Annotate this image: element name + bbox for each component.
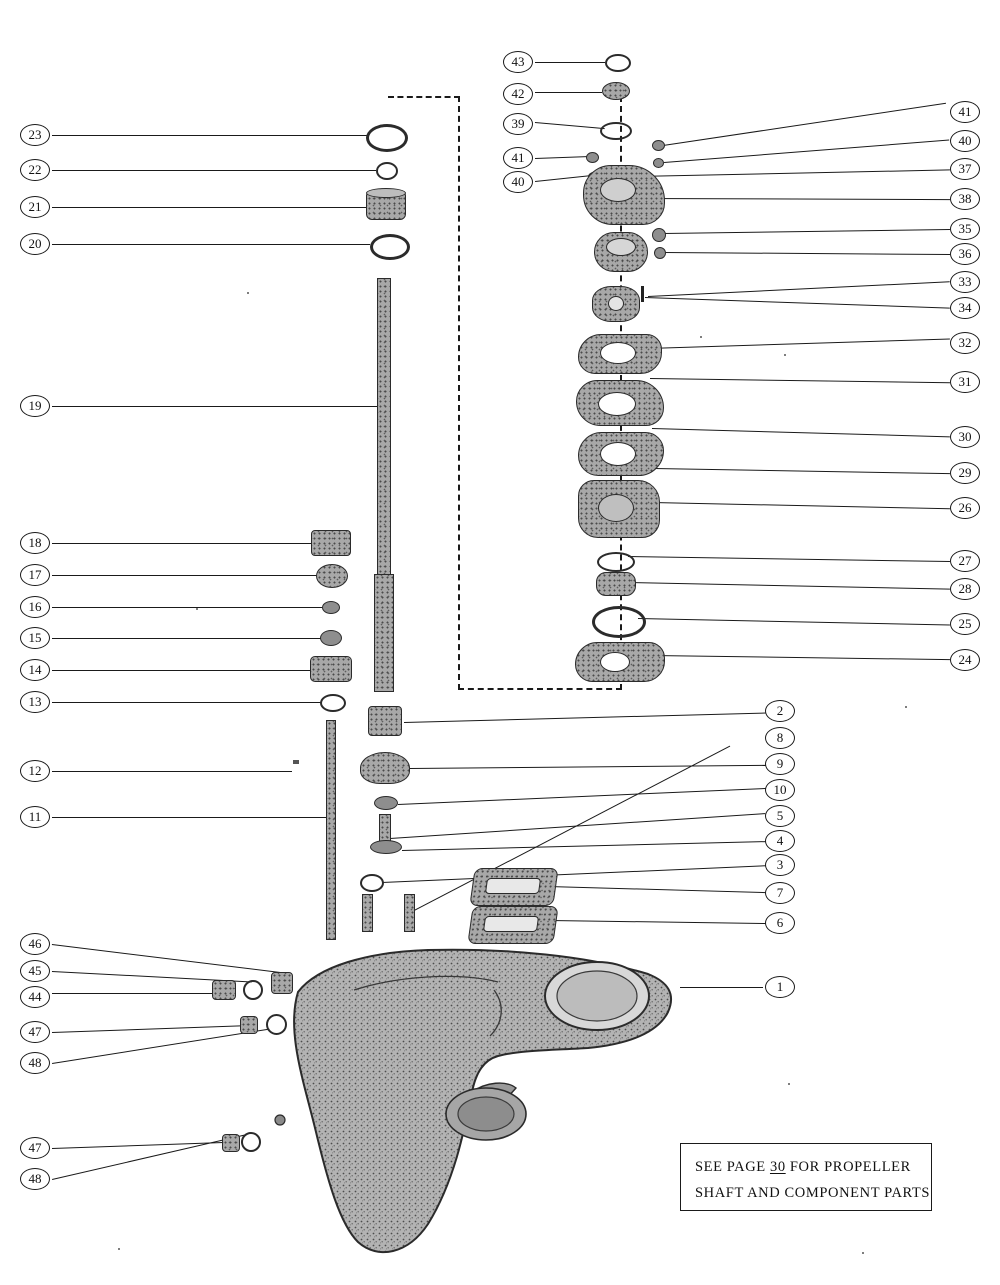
leader-34 [645,297,950,309]
callout-6[interactable]: 6 [765,912,795,934]
leader-3 [382,865,766,883]
callout-15[interactable]: 15 [20,627,50,649]
leader-35 [664,229,950,234]
leader-7 [548,886,766,893]
callout-10[interactable]: 10 [765,779,795,801]
leader-1 [680,987,763,988]
callout-24[interactable]: 24 [950,649,980,671]
callout-32[interactable]: 32 [950,332,980,354]
part-26-carrier-bore [598,494,634,522]
callout-19[interactable]: 19 [20,395,50,417]
part-25-o-ring [592,606,646,638]
callout-26[interactable]: 26 [950,497,980,519]
part-13-ring [320,694,346,712]
part-9-pinion-gear [360,752,410,784]
callout-44[interactable]: 44 [20,986,50,1008]
leader-12 [52,771,292,772]
callout-13[interactable]: 13 [20,691,50,713]
part-24-cover-bore [600,652,630,672]
part-41-screw-left [586,152,599,163]
part-3-ring [360,874,384,892]
part-8-pin [362,894,373,932]
part-36-insert-bore [606,238,636,256]
part-27-ring [597,552,635,572]
callout-45[interactable]: 45 [20,960,50,982]
callout-14[interactable]: 14 [20,659,50,681]
part-39-seal [600,122,632,140]
callout-18[interactable]: 18 [20,532,50,554]
callout-48-lower[interactable]: 48 [20,1168,50,1190]
leader-42 [535,92,602,93]
part-32-impeller-hub [608,296,624,311]
callout-41-left[interactable]: 41 [503,147,533,169]
part-20-o-ring [370,234,410,260]
callout-47-upper[interactable]: 47 [20,1021,50,1043]
leader-27 [628,556,950,562]
leader-28 [632,582,950,590]
part-34-key [641,286,644,302]
leader-30 [652,428,950,437]
leader-9 [410,765,768,769]
part-30-gasket-bore [598,392,636,416]
leader-48b [52,1134,247,1180]
part-10-washer [374,796,398,810]
part-16-washer [322,601,340,614]
callout-9[interactable]: 9 [765,753,795,775]
callout-4[interactable]: 4 [765,830,795,852]
leader-43 [535,62,605,63]
part-1-gear-housing [258,932,688,1262]
water-pump-group-box-top-left [388,96,460,98]
speck [700,336,702,338]
leader-22 [52,170,376,171]
speck [196,608,198,610]
part-22-ring [376,162,398,180]
leader-23 [52,135,368,136]
callout-27[interactable]: 27 [950,550,980,572]
note-line-2: SHAFT AND COMPONENT PARTS [695,1185,931,1201]
part-6-anode-slot [483,916,539,932]
part-31-plate-bore [600,342,636,364]
speck [118,1248,120,1250]
leader-36 [664,252,950,255]
leader-11 [52,817,327,818]
callout-43[interactable]: 43 [503,51,533,73]
note-page-number: 30 [769,1159,786,1175]
callout-48-upper[interactable]: 48 [20,1052,50,1074]
callout-38[interactable]: 38 [950,188,980,210]
note-line-1-post: FOR PROPELLER [785,1159,911,1175]
callout-11[interactable]: 11 [20,806,50,828]
speck [788,1083,790,1085]
callout-37[interactable]: 37 [950,158,980,180]
leader-47a [52,1025,244,1033]
callout-34[interactable]: 34 [950,297,980,319]
leader-29 [654,468,950,474]
leader-33 [648,281,950,297]
part-43-o-ring [605,54,631,72]
leader-41-right [663,103,946,146]
callout-21[interactable]: 21 [20,196,50,218]
part-47-bolt-lower [222,1134,240,1152]
part-33-pin [652,228,666,242]
leader-17 [52,575,318,576]
part-12-shift-rod [293,760,299,764]
part-34-pin [654,247,666,259]
note-line-1-pre: SEE PAGE [695,1159,770,1175]
part-42-seal [602,82,630,100]
part-17-bearing [316,564,348,588]
speck [784,354,786,356]
leader-48a [52,1029,269,1064]
leader-26 [652,502,950,509]
leader-18 [52,543,313,544]
callout-12[interactable]: 12 [20,760,50,782]
callout-35[interactable]: 35 [950,218,980,240]
callout-23[interactable]: 23 [20,124,50,146]
leader-24 [652,655,950,660]
speck [905,706,907,708]
part-28-bearing [596,572,636,596]
part-11-long-shaft [326,720,336,940]
leader-38 [640,198,950,200]
part-14-bearing [310,656,352,682]
callout-2[interactable]: 2 [765,700,795,722]
callout-25[interactable]: 25 [950,613,980,635]
part-2-collar [368,706,402,736]
callout-42[interactable]: 42 [503,83,533,105]
leader-31 [650,378,950,383]
leader-46 [52,944,280,973]
leader-37 [636,169,950,177]
speck [247,292,249,294]
leader-5 [390,813,765,839]
leader-4 [402,841,766,851]
leader-13 [52,702,322,703]
callout-7[interactable]: 7 [765,882,795,904]
part-41-screw-right [652,140,665,151]
leader-10 [398,788,766,805]
leader-40-right [664,140,949,163]
part-19-drive-shaft [377,278,391,576]
leader-32 [648,339,950,349]
leader-25 [638,618,950,626]
leader-2 [404,713,766,723]
callout-31[interactable]: 31 [950,371,980,393]
leader-6 [550,920,766,924]
part-18-bearing [311,530,351,556]
leader-14 [52,670,312,671]
part-21-bearing-top [366,188,406,198]
callout-41-right[interactable]: 41 [950,101,980,123]
propeller-shaft-note [680,1143,932,1211]
leader-16 [52,607,322,608]
callout-3[interactable]: 3 [765,854,795,876]
speck [862,1252,864,1254]
part-44-bolt [212,980,236,1000]
part-40-screw-right [653,158,664,168]
leader-44 [52,993,212,994]
leader-21 [52,207,368,208]
callout-5[interactable]: 5 [765,805,795,827]
callout-8[interactable]: 8 [765,727,795,749]
part-15-washer [320,630,342,646]
callout-40-right[interactable]: 40 [950,130,980,152]
part-19-drive-shaft-lower [374,574,394,692]
leader-19 [52,406,380,407]
callout-17[interactable]: 17 [20,564,50,586]
part-4-thrust-washer [370,840,402,854]
callout-29[interactable]: 29 [950,462,980,484]
leader-20 [52,244,370,245]
leader-15 [52,638,322,639]
callout-40-left[interactable]: 40 [503,171,533,193]
callout-28[interactable]: 28 [950,578,980,600]
part-38-pump-bore [600,178,636,202]
callout-22[interactable]: 22 [20,159,50,181]
callout-16[interactable]: 16 [20,596,50,618]
callout-36[interactable]: 36 [950,243,980,265]
part-7-anode-slot [485,878,541,894]
callout-1[interactable]: 1 [765,976,795,998]
callout-39[interactable]: 39 [503,113,533,135]
callout-30[interactable]: 30 [950,426,980,448]
callout-47-lower[interactable]: 47 [20,1137,50,1159]
callout-20[interactable]: 20 [20,233,50,255]
part-29-gasket-bore [600,442,636,466]
part-8b-pin [404,894,415,932]
callout-46[interactable]: 46 [20,933,50,955]
part-47-bolt-upper [240,1016,258,1034]
callout-33[interactable]: 33 [950,271,980,293]
note-line-1 [695,1154,917,1180]
part-23-o-ring [366,124,408,152]
